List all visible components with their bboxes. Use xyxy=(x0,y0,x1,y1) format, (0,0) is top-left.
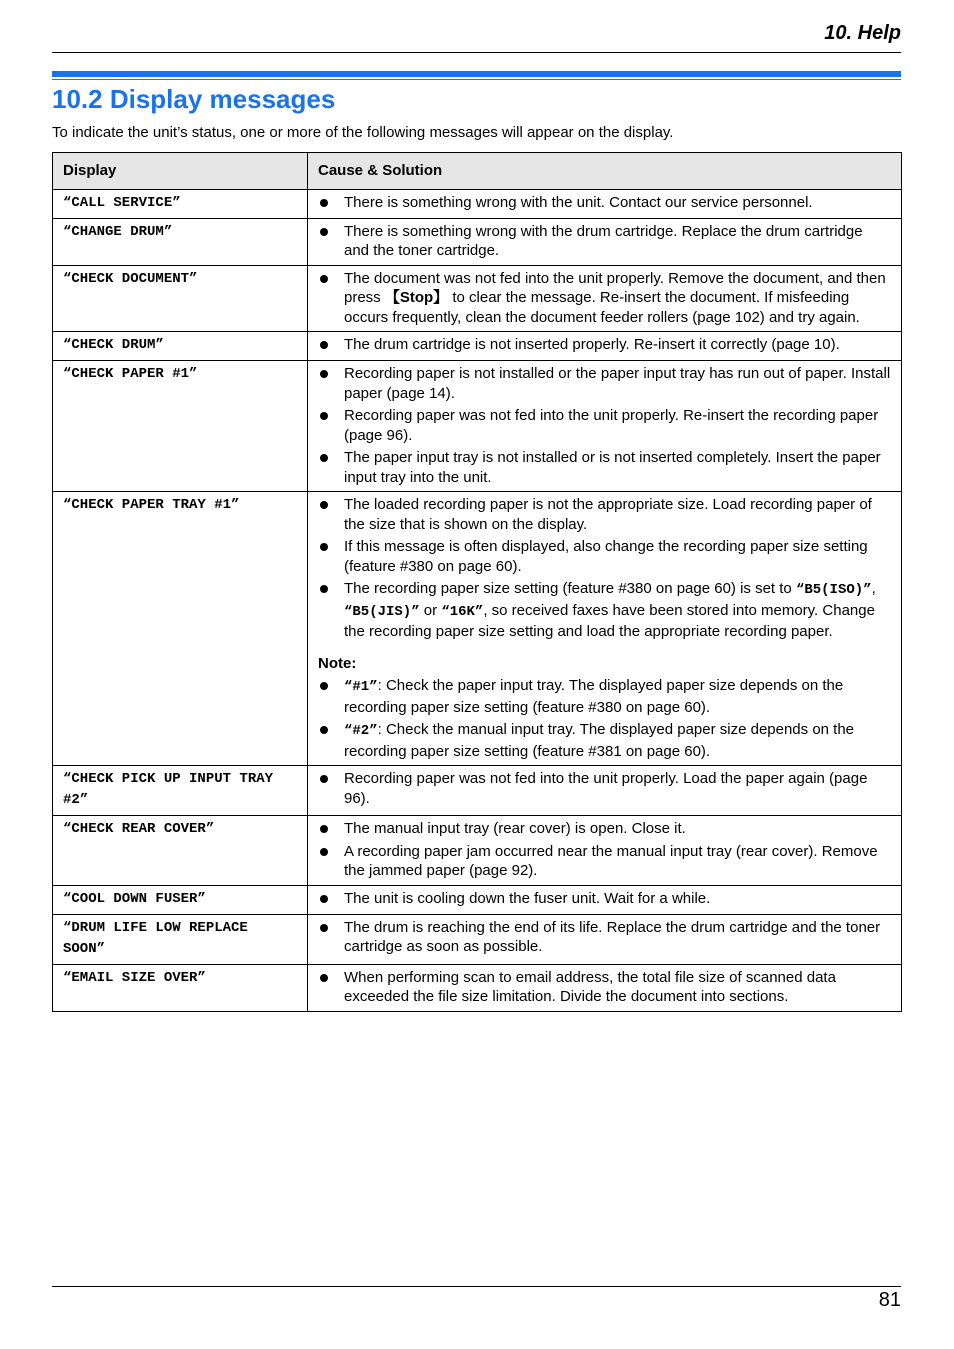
solution-bullet: Recording paper is not installed or the paper input tray has run out of paper. Install paper (page 14). xyxy=(318,364,891,403)
solution-bullet: A recording paper jam occurred near the manual input tray (rear cover). Remove the jammed paper (page 92). xyxy=(318,842,891,881)
solution-bullet xyxy=(318,269,891,328)
separator-text: or xyxy=(419,601,442,619)
table-row xyxy=(53,218,902,265)
display-message: “CHECK REAR COVER” xyxy=(53,816,308,886)
cause-solution xyxy=(308,189,902,218)
cause-solution xyxy=(308,914,902,964)
paper-size-value: “B5(JIS)” xyxy=(344,603,420,620)
chapter-header: 10. Help xyxy=(824,22,901,44)
note-label: Note: xyxy=(318,654,357,672)
solution-bullet: There is something wrong with the drum cartridge. Replace the drum cartridge and the toner cartridge. xyxy=(318,222,891,261)
display-message: “DRUM LIFE LOW REPLACE SOON” xyxy=(53,914,308,964)
note-text: : Check the paper input tray. The displayed paper size depends on the recording paper size setting (feature #380 on page 60). xyxy=(344,677,844,716)
display-message: “CHECK PAPER #1” xyxy=(53,361,308,492)
solution-bullet: Recording paper was not fed into the unit properly. Load the paper again (page 96). xyxy=(318,769,891,808)
solution-bullet: There is something wrong with the unit. Contact our service personnel. xyxy=(318,193,891,213)
cause-solution xyxy=(308,766,902,816)
display-message: “COOL DOWN FUSER” xyxy=(53,885,308,914)
table-row xyxy=(53,189,902,218)
solution-bullet: The unit is cooling down the fuser unit. Wait for a while. xyxy=(318,889,891,909)
note-bullet xyxy=(318,720,891,761)
cause-solution xyxy=(308,332,902,361)
cause-solution xyxy=(308,361,902,492)
table-row xyxy=(53,885,902,914)
table-row xyxy=(53,964,902,1011)
solution-text: The document was not fed into the unit properly. Remove the document, and then press xyxy=(344,269,886,306)
solution-bullet: The loaded recording paper is not the appropriate size. Load recording paper of the size that is shown on the display. xyxy=(318,495,891,534)
table-row xyxy=(53,914,902,964)
solution-bullet: The paper input tray is not installed or is not inserted completely. Insert the paper input tray into the unit. xyxy=(318,448,891,487)
solution-bullet: Recording paper was not fed into the unit properly. Re-insert the recording paper (page 96). xyxy=(318,406,891,445)
table-header-row xyxy=(53,153,902,190)
solution-text: to clear the message. Re-insert the document. If misfeeding occurs frequently, clean the document feeder rollers (page 102) and try again. xyxy=(344,289,860,326)
tray-code: “#2” xyxy=(344,723,378,739)
section-title: 10.2 Display messages xyxy=(52,84,336,114)
solution-bullet: If this message is often displayed, also change the recording paper size setting (feature #380 on page 60). xyxy=(318,537,891,576)
tray-code: “#1” xyxy=(344,679,378,695)
table-row xyxy=(53,766,902,816)
column-header-display: Display xyxy=(53,153,308,190)
table-row xyxy=(53,492,902,766)
display-message: “CHECK PAPER TRAY #1” xyxy=(53,492,308,766)
cause-solution xyxy=(308,885,902,914)
intro-text: To indicate the unit’s status, one or more of the following messages will appear on the display. xyxy=(52,124,674,141)
section-bar xyxy=(52,71,901,77)
paper-size-value: “B5(ISO)” xyxy=(795,582,872,598)
page-number: 81 xyxy=(878,1289,901,1311)
solution-bullet: The manual input tray (rear cover) is open. Close it. xyxy=(318,819,891,839)
display-message: “CHECK DRUM” xyxy=(53,332,308,361)
display-message: “EMAIL SIZE OVER” xyxy=(53,964,308,1011)
solution-text: The recording paper size setting (feature #380 on page 60) is set to xyxy=(344,580,796,597)
stop-key-label: 【Stop】 xyxy=(384,289,449,306)
solution-bullet: When performing scan to email address, the total file size of scanned data exceeded the file size limitation. Divide the document into sections. xyxy=(318,968,891,1007)
display-messages-table xyxy=(52,152,902,1012)
solution-bullet: The drum cartridge is not inserted properly. Re-insert it correctly (page 10). xyxy=(318,335,891,355)
display-message: “CHECK PICK UP INPUT TRAY #2” xyxy=(53,766,308,816)
cause-solution xyxy=(308,265,902,332)
note-text: : Check the manual input tray. The displayed paper size depends on the recording paper size setting (feature #381 on page 60). xyxy=(344,721,855,760)
table-row xyxy=(53,332,902,361)
solution-text: , so received faxes have been stored into memory. Change the recording paper size setting and load the appropriate recording paper. xyxy=(344,601,875,640)
table-row xyxy=(53,361,902,492)
table-row xyxy=(53,265,902,332)
table-row xyxy=(53,816,902,886)
column-header-cause: Cause & Solution xyxy=(308,153,902,190)
display-message: “CHECK DOCUMENT” xyxy=(53,265,308,332)
separator-text: , xyxy=(871,580,876,597)
header-rule xyxy=(52,52,901,53)
cause-solution xyxy=(308,492,902,766)
solution-bullet xyxy=(318,579,891,642)
cause-solution xyxy=(308,218,902,265)
note-bullet xyxy=(318,676,891,717)
solution-bullet: The drum is reaching the end of its life. Replace the drum cartridge and the toner cartridge as soon as possible. xyxy=(318,918,891,957)
display-message: “CHANGE DRUM” xyxy=(53,218,308,265)
cause-solution xyxy=(308,964,902,1011)
section-bar-thin xyxy=(52,79,901,80)
display-message: “CALL SERVICE” xyxy=(53,189,308,218)
paper-size-value: “16K” xyxy=(441,603,484,620)
footer-rule xyxy=(52,1286,901,1287)
cause-solution xyxy=(308,816,902,886)
